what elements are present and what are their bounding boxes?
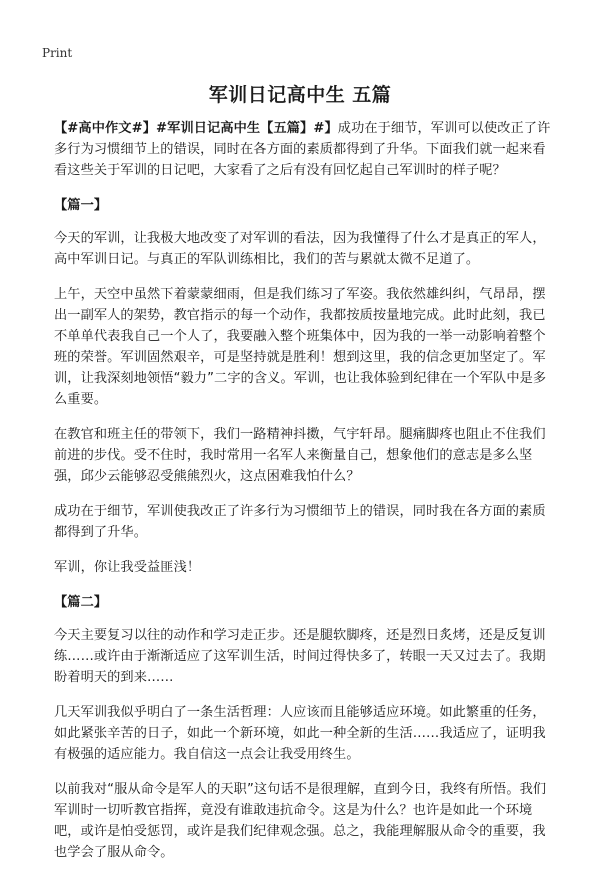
intro-text: 成功在于细节，军训可以使改正了许多行为习惯细节上的错误，同时在各方面的素质都得到了升华。下面我们就一起来看看这些关于军训的日记吧，大家看了之后有没有回忆起自己军训时的样子呢？ (54, 121, 551, 178)
article-body (54, 118, 554, 877)
intro-tag: 【#高中作文#】#军训日记高中生【五篇】#】 (54, 121, 338, 136)
page-title: 军训日记高中生 五篇 (208, 84, 392, 106)
paragraph: 军训，你让我受益匪浅！ (54, 560, 201, 575)
paragraph: 几天军训我似乎明白了一条生活哲理：人应该而且能够适应环境。如此繁重的任务，如此紧张辛苦的日子，如此一个新环境，如此一种全新的生活……我适应了，证明我有极强的适应能力。我自信这一点会让我受用终生。 (54, 705, 546, 762)
paragraph: 以前我对“服从命令是军人的天职”这句话不是很理解，直到今日，我终有所悟。我们军训时一切听教官指挥，竟没有谁敢违抗命令。这是为什么？也许是如此一个环境吧，或许是怕受惩罚，或许是我们纪律观念强。总之，我能理解服从命令的重要，我也学会了服从命令。 (54, 782, 547, 860)
paragraph: 在教官和班主任的带领下，我们一路精神抖擞，气宇轩昂。腿痛脚疼也阻止不住我们前进的步伐。受不住时，我时常用一名军人来衡量自己，想象他们的意志是多么坚强，邱少云能够忍受熊熊烈火，这点困难我怕什么？ (54, 427, 546, 484)
intro-paragraph (54, 118, 554, 181)
print-link[interactable]: Print (42, 46, 73, 60)
section-heading-1: 【篇一】 (54, 198, 108, 213)
paragraph: 今天主要复习以往的动作和学习走正步。还是腿软脚疼，还是烈日炙烤，还是反复训练……或许由于渐渐适应了这军训生活，时间过得快多了，转眼一天又过去了。我期盼着明天的到来…… (54, 628, 546, 685)
paragraph: 成功在于细节，军训使我改正了许多行为习惯细节上的错误，同时我在各方面的素质都得到了升华。 (54, 504, 546, 540)
section-heading-2: 【篇二】 (54, 595, 108, 610)
paragraph: 上午，天空中虽然下着蒙蒙细雨，但是我们练习了军姿。我依然雄纠纠，气昂昂，摆出一副军人的架势，教官指示的每一个动作，我都按质按量地完成。此时此刻，我已不单单代表我自己一个人了，我要融入整个班集体中，因为我的一举一动影响着整个班的荣誉。军训固然艰辛，可是坚持就是胜利！想到这里，我的信念更加坚定了。军训，让我深刻地领悟“毅力”二字的含义。军训，也让我体验到纪律在一个军队中是多么重要。 (54, 287, 547, 407)
paragraph: 今天的军训，让我极大地改变了对军训的看法，因为我懂得了什么才是真正的军人，高中军训日记。与真正的军队训练相比，我们的苦与累就太微不足道了。 (54, 231, 546, 267)
